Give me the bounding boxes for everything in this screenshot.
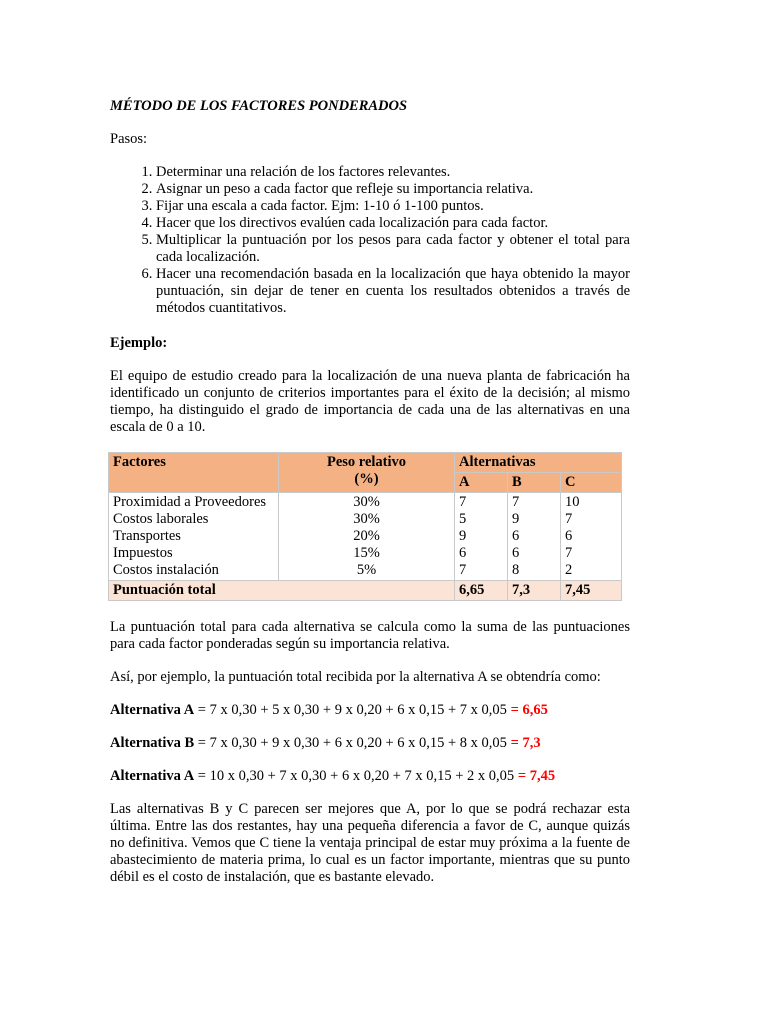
document-page (110, 98, 630, 902)
a-column (455, 493, 508, 581)
formula-a (110, 702, 630, 719)
header-peso-line1: Peso relativo (326, 454, 407, 470)
header-b: B (508, 473, 561, 493)
b-value: 8 (512, 562, 520, 578)
step-item: 3. Fijar una escala a cada factor. Ejm: 1-10 ó 1-100 puntos. (156, 198, 630, 215)
intro-paragraph: El equipo de estudio creado para la localización de una nueva planta de fabricación ha identificado un conjunto de criterios importantes para el éxito de la decisión; al mismo tiempo, ha distinguido el grado de importancia de cada una de las alternativas en una escala de 0 a 10. (110, 368, 630, 435)
c-value: 2 (565, 562, 573, 578)
conclusion-paragraph: Las alternativas B y C parecen ser mejores que A, por lo que se podrá rechazar esta última. Entre las dos restantes, hay una pequeña diferencia a favor de C, aunque quizás no definitiva. Vemos que C tiene la ventaja principal de estar muy próxima a la fuente de abastecimiento de materia prima, lo cual es un factor importante, mientras que su punto débil es el costo de instalación, que es bastante elevado. (110, 801, 630, 885)
factor-name: Transportes (113, 528, 181, 544)
example-label: Ejemplo: (110, 335, 168, 351)
peso-value: 20% (353, 528, 380, 544)
step-item: 4. Hacer que los directivos evalúen cada localización para cada factor. (156, 215, 630, 232)
formula-result: = 6,65 (510, 702, 548, 718)
steps-list (110, 164, 630, 317)
formula-c (110, 768, 630, 785)
steps-label: Pasos: (110, 131, 148, 147)
formula-label: Alternativa A (110, 702, 195, 718)
header-factores: Factores (109, 453, 279, 493)
header-peso-line2: (%) (354, 471, 379, 487)
c-value: 10 (565, 494, 580, 510)
total-label: Puntuación total (109, 581, 455, 601)
formula-expression: = 7 x 0,30 + 9 x 0,30 + 6 x 0,20 + 6 x 0,15 + 8 x 0,05 (194, 735, 511, 751)
formula-result: = 7,45 (517, 768, 556, 784)
b-value: 9 (512, 511, 520, 527)
step-item: 2. Asignar un peso a cada factor que refleje su importancia relativa. (156, 181, 630, 198)
step-item: 5. Multiplicar la puntuación por los pesos para cada factor y obtener el total para cada localización. (156, 232, 630, 266)
peso-value: 30% (353, 494, 380, 510)
header-a: A (455, 473, 508, 493)
a-value: 6 (459, 545, 467, 561)
header-c: C (561, 473, 622, 493)
total-a: 6,65 (455, 581, 508, 601)
formula-b (110, 735, 630, 752)
c-column (561, 493, 622, 581)
pesos-column (279, 493, 455, 581)
formula-expression: = 10 x 0,30 + 7 x 0,30 + 6 x 0,20 + 7 x 0,15 + 2 x 0,05 (194, 768, 518, 784)
formula-label: Alternativa A (110, 768, 195, 784)
peso-value: 30% (353, 511, 380, 527)
factor-name: Costos instalación (113, 562, 219, 578)
factor-name: Costos laborales (113, 511, 209, 527)
step-item: 1. Determinar una relación de los factores relevantes. (156, 164, 630, 181)
a-value: 9 (459, 528, 467, 544)
total-paragraph: La puntuación total para cada alternativa se calcula como la suma de las puntuaciones para cada factor ponderadas según su importancia relativa. (110, 619, 630, 652)
example-paragraph: Así, por ejemplo, la puntuación total recibida por la alternativa A se obtendría como: (110, 669, 601, 685)
b-value: 6 (512, 545, 520, 561)
a-value: 7 (459, 562, 467, 578)
a-value: 7 (459, 494, 467, 510)
formula-expression: = 7 x 0,30 + 5 x 0,30 + 9 x 0,20 + 6 x 0,15 + 7 x 0,05 (194, 702, 511, 718)
c-value: 6 (565, 528, 573, 544)
peso-value: 5% (356, 562, 377, 578)
step-item: 6. Hacer una recomendación basada en la localización que haya obtenido la mayor puntuación, sin dejar de tener en cuenta los resultados obtenidos a través de métodos cuantitativos. (156, 266, 630, 317)
header-peso (279, 453, 455, 493)
factor-name: Proximidad a Proveedores (113, 494, 267, 510)
formula-result: = 7,3 (510, 735, 541, 751)
b-column (508, 493, 561, 581)
factors-table (108, 452, 622, 601)
b-value: 7 (512, 494, 520, 510)
total-b: 7,3 (508, 581, 561, 601)
total-c: 7,45 (561, 581, 622, 601)
formula-label: Alternativa B (110, 735, 195, 751)
c-value: 7 (565, 545, 573, 561)
factor-name: Impuestos (113, 545, 173, 561)
peso-value: 15% (353, 545, 380, 561)
header-alternativas: Alternativas (455, 453, 622, 473)
b-value: 6 (512, 528, 520, 544)
document-title: MÉTODO DE LOS FACTORES PONDERADOS (110, 98, 408, 114)
factores-column (109, 493, 279, 581)
c-value: 7 (565, 511, 573, 527)
a-value: 5 (459, 511, 467, 527)
